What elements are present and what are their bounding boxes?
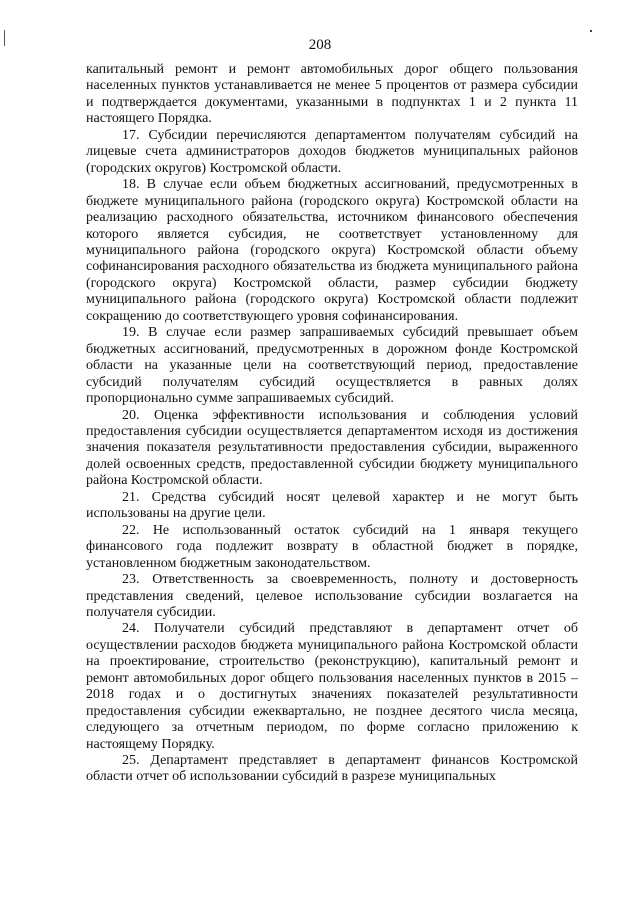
paragraph-19: 19. В случае если размер запрашиваемых субсидий превышает объем бюджетных ассигнований, предусмотренных в дорожном фонде Костромской области на указанные цели на соответствующий период, предоставление субсидий получателям субсидий осуществляется в равных долях пропорционально сумме запрашиваемых субсидий. — [86, 325, 578, 407]
paragraph-17: 17. Субсидии перечисляются департаментом получателям субсидий на лицевые счета администраторов доходов бюджетов муниципальных районов (городских округов) Костромской области. — [86, 127, 578, 176]
paragraph-continuation: капитальный ремонт и ремонт автомобильных дорог общего пользования населенных пунктов устанавливается не менее 5 процентов от размера субсидии и подтверждается документами, указанными в подпунктах 1 и 2 пункта 11 настоящего Порядка. — [86, 62, 578, 127]
paragraph-24: 24. Получатели субсидий представляют в департамент отчет об осуществлении расходов бюджета муниципального района Костромской области на проектирование, строительство (реконструкцию), капитальный ремонт и ремонт автомобильных дорог общего пользования населенных пунктов в 2015 – 2018 годах и о достигнутых значениях показателей результативности предоставления субсидии ежеквартально, не позднее десятого числа месяца, следующего за отчетным периодом, по форме согласно приложению к настоящему Порядку. — [86, 621, 578, 752]
paragraph-22: 22. Не использованный остаток субсидий на 1 января текущего финансового года подлежит возврату в областной бюджет в порядке, установленном бюджетным законодательством. — [86, 522, 578, 571]
paragraph-21: 21. Средства субсидий носят целевой характер и не могут быть использованы на другие цели. — [86, 489, 578, 522]
paragraph-20: 20. Оценка эффективности использования и соблюдения условий предоставления субсидии осуществляется департаментом исходя из достижения значения показателя результативности предоставления субсидии, выраженного долей освоенных средств, предоставленной субсидии бюджету муниципального района Костромской области. — [86, 407, 578, 489]
body-text — [86, 62, 578, 786]
paragraph-25: 25. Департамент представляет в департамент финансов Костромской области отчет об использовании субсидий в разрезе муниципальных — [86, 753, 578, 785]
page-number: 208 — [308, 37, 332, 53]
scan-artifact-dot — [590, 30, 592, 32]
paragraph-18: 18. В случае если объем бюджетных ассигнований, предусмотренных в бюджете муниципального района (городского округа) Костромской области на реализацию расходного обязательства, источником финансового обеспечения которого является субсидия, не соответствует установленному для муниципального района (городского округа) Костромской области объему софинансирования расходного обязательства из бюджета муниципального района (городского округа) Костромской области, размер субсидии бюджету муниципального района (городского округа) Костромской области подлежит сокращению до соответствующего уровня софинансирования. — [86, 177, 578, 324]
paragraph-23: 23. Ответственность за своевременность, полноту и достоверность представления сведений, целевое использование субсидии возлагается на получателя субсидии. — [86, 572, 578, 620]
